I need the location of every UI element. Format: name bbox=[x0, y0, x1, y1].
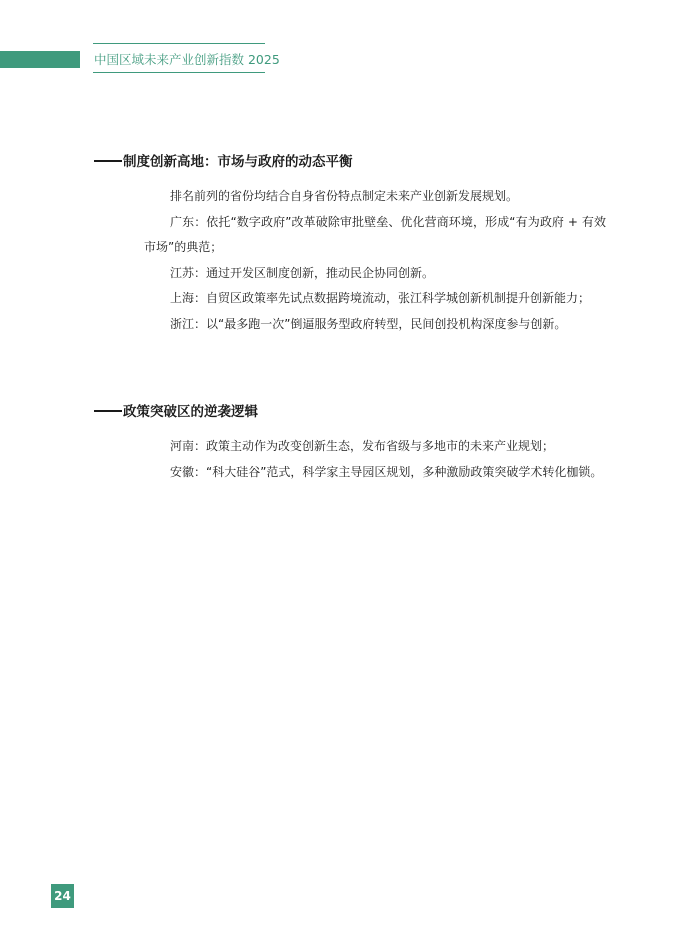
paragraph: 安徽：“科大硅谷”范式，科学家主导园区规划，多种激励政策突破学术转化枷锁。 bbox=[170, 464, 603, 479]
section-body-institutional-innovation bbox=[144, 184, 606, 337]
header-accent-bar bbox=[0, 51, 80, 68]
paragraph: 河南：政策主动作为改变创新生态，发布省级与多地市的未来产业规划； bbox=[170, 439, 555, 453]
heading-dash bbox=[94, 160, 122, 162]
section-heading-institutional-innovation bbox=[94, 152, 353, 172]
paragraph: 广东：依托“数字政府”改革破除审批壁垒、优化营商环境，形成“有为政府 + 有效市场”的典范； bbox=[144, 214, 606, 254]
section-heading-text: 政策突破区的逆袭逻辑 bbox=[123, 404, 258, 420]
running-header-title: 中国区域未来产业创新指数 2025 bbox=[94, 52, 280, 67]
header-rule-top bbox=[93, 43, 265, 44]
section-body-policy-breakthrough bbox=[144, 434, 606, 485]
paragraph: 浙江：以“最多跑一次”倒逼服务型政府转型，民间创投机构深度参与创新。 bbox=[170, 316, 567, 331]
section-heading-text: 制度创新高地：市场与政府的动态平衡 bbox=[123, 154, 353, 170]
paragraph: 上海：自贸区政策率先试点数据跨境流动，张江科学城创新机制提升创新能力； bbox=[170, 291, 591, 305]
section-heading-policy-breakthrough bbox=[94, 402, 258, 422]
heading-dash bbox=[94, 410, 122, 412]
paragraph: 江苏：通过开发区制度创新，推动民企协同创新。 bbox=[170, 265, 435, 280]
paragraph: 排名前列的省份均结合自身省份特点制定未来产业创新发展规划。 bbox=[170, 189, 519, 203]
header-rule-bottom bbox=[93, 72, 265, 73]
page-number: 24 bbox=[51, 884, 74, 908]
